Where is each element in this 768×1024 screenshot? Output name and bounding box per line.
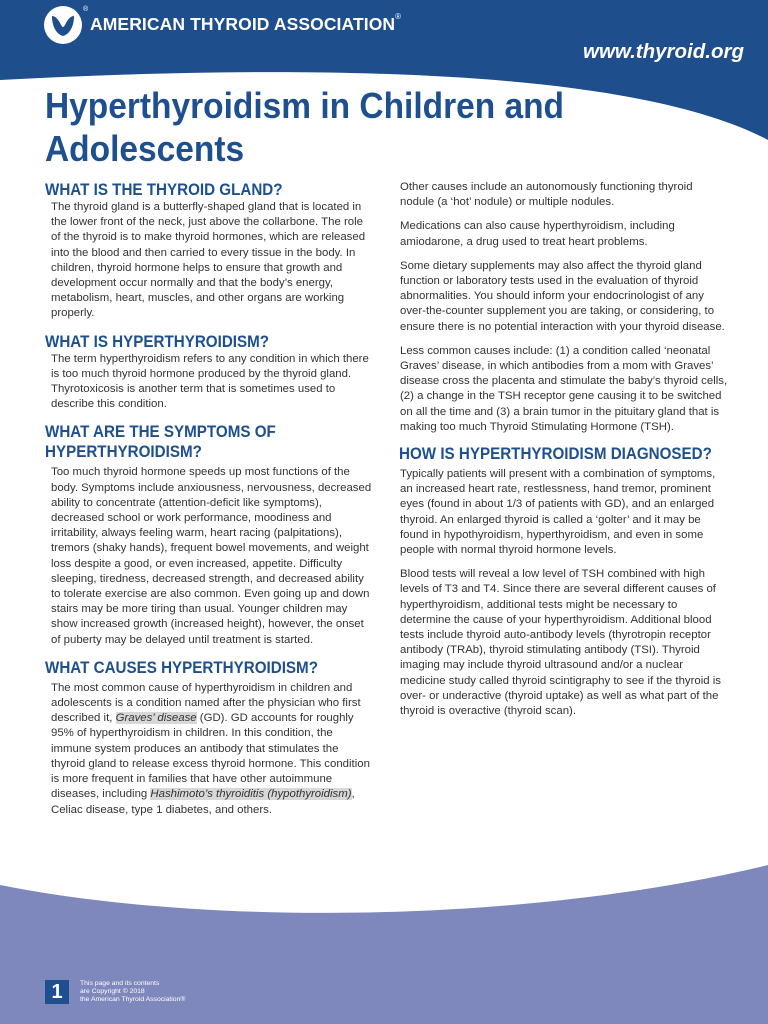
graves-disease-link[interactable]: Graves’ disease [115,712,197,725]
section-body-1: Typically patients will present with a combination of symptoms, an increased heart rate, restlessness, hand tremor, prominent eyes (found in about 1/3 of patients with GD), and an enlarged thyroid. An enlarged thyroid is called a ‘golter’ and it may be found in hypothyroidism, hyperthyroidism, and even in some people with normal thyroid hormone levels. [400,468,716,557]
thyroid-logo-icon [44,6,82,44]
page-title: Hyperthyroidism in Children and Adolescents [45,85,565,169]
left-column [45,180,375,828]
paragraph-less-common: Less common causes include: (1) a condition called ‘neonatal Graves’ disease, in which antibodies from a mom with Graves’ disease cross the placenta and stimulate the baby’s thyroid cells, (2) a change in the TSH receptor gene causing it to be switched on all the time and (3) a brain tumor in the pituitary gland that is making too much Thyroid Stimulating Hormone (TSH). [400,344,728,433]
hashimotos-link[interactable]: Hashimoto’s thyroiditis (hypothyroidism) [150,788,352,801]
logo-registered-mark: ® [83,6,89,13]
section-hyperthyroidism [45,332,375,413]
section-thyroid-gland [45,180,375,322]
website-link[interactable]: www.thyroid.org [583,40,744,63]
org-name: AMERICAN THYROID ASSOCIATION® [90,12,402,34]
paragraph-other-causes: Other causes include an autonomously functioning thyroid nodule (a ‘hot’ nodule) or multiple nodules. [400,181,693,209]
section-body-2: Blood tests will reveal a low level of TSH combined with high levels of T3 and T4. Since there are several different causes of hyperthyroidism, additional tests might be necessary to determine the cause of your hyperthyroidism. Additional blood tests include thyroid auto-antibody levels (thyrotropin receptor antibody (TRAb), thyroid stimulating antibody (TSI). Thyroid imaging may include thyroid ultrasound and/or a nuclear medicine study called thyroid scintigraphy to see if the thyroid is over- or underactive (thyroid uptake) as well as what part of the thyroid is overactive (thyroid scan). [400,568,721,718]
section-body: The term hyperthyroidism refers to any condition in which there is too much thyroid hormone produced by the thyroid gland. Thyrotoxicosis is another term that is sometimes used to describe this condition. [51,352,369,411]
copyright-notice: This page and its contents are Copyright © 2018 the American Thyroid Association® [80,980,186,1003]
logo[interactable] [44,6,88,44]
section-heading: WHAT IS THE THYROID GLAND? [45,181,283,199]
org-registered-mark: ® [395,12,402,21]
page-number: 1 [45,980,69,1004]
section-diagnosis [399,444,729,719]
section-body: Too much thyroid hormone speeds up most functions of the body. Symptoms include anxiousness, nervousness, decreased ability to concentrate (attention-deficit like symptoms), decreased school or work performance, moodiness and irritability, always feeling warm, heart racing (palpitations), tremors (shaky hands), frequent bowel movements, and weight loss despite a good, or even increased, appetite. Difficulty sleeping, tiredness, decreased strength, and decreased ability to tolerate exercise are also common. Even going up and down stairs may be more tiring than usual. Younger children may show increased growth (increased height), however, the onset of puberty may be delayed until treatment is started. [51,466,372,646]
section-body: The thyroid gland is a butterfly-shaped gland that is located in the lower front of the neck, just above the collarbone. The role of the thyroid is to make thyroid hormones, which are released into the blood and then carried to every tissue in the body. In children, thyroid hormone helps to ensure that growth and development occur normally and that the body’s energy, metabolism, heart, muscles, and other organs are working properly. [51,201,366,320]
section-heading: WHAT IS HYPERTHYROIDISM? [45,332,270,351]
right-column [399,180,729,729]
section-heading-line1: WHAT ARE THE SYMPTOMS OF [45,423,276,442]
section-body: The most common cause of hyperthyroidism in children and adolescents is a condition named after the physician who first described it, Graves’ disease (GD). GD accounts for roughly 95% of hyperthyroidism in children. In this condition, the immune system produces an antibody that stimulates the thyroid gland to release excess thyroid hormone. This condition is more frequent in families that have other autoimmune diseases, including Hashimoto’s thyroiditis (hypothyroidism), Celiac disease, type 1 diabetes, and others. [51,681,370,816]
section-symptoms [45,422,375,647]
section-heading: HOW IS HYPERTHYROIDISM DIAGNOSED? [399,445,712,464]
section-causes [45,658,375,818]
paragraph-supplements: Some dietary supplements may also affect the thyroid gland function or laboratory tests used in the evaluation of thyroid abnormalities. You should inform your endocrinologist of any over-the-counter supplement you are taking, or considering, to ensure there is no potential interaction with your thyroid disease. [400,259,725,333]
section-heading: WHAT CAUSES HYPERTHYROIDISM? [45,658,318,677]
section-heading-line2: HYPERTHYROIDISM? [45,443,202,462]
paragraph-medications: Medications can also cause hyperthyroidism, including amiodarone, a drug used to treat heart problems. [400,220,675,248]
